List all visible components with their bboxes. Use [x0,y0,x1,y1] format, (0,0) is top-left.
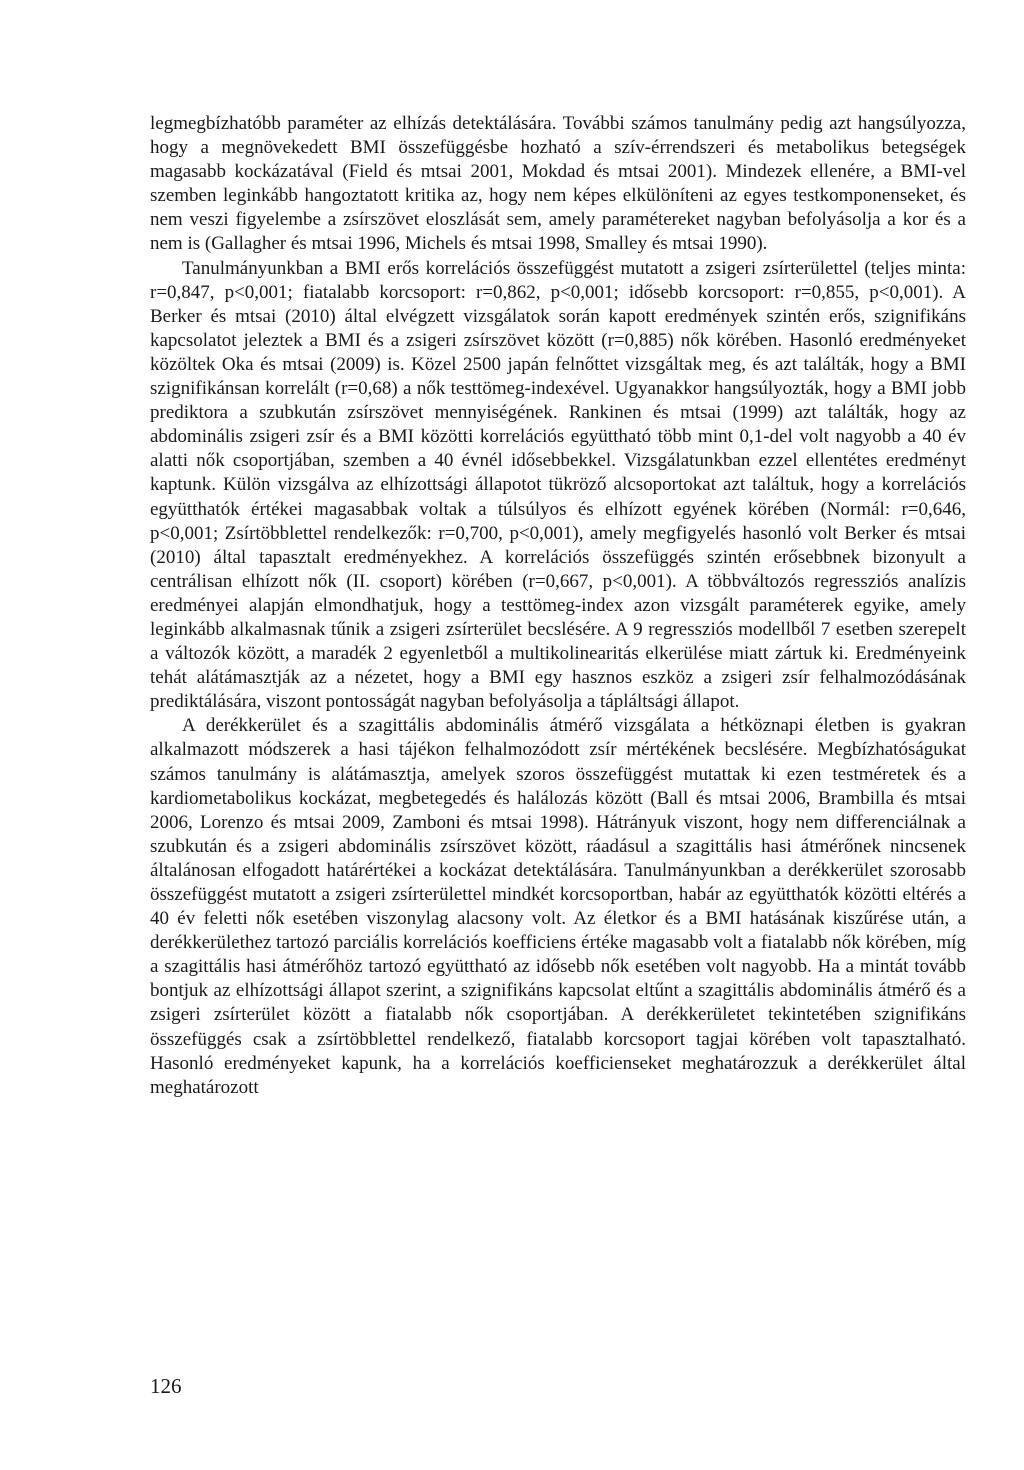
page-number: 126 [150,1374,182,1398]
document-body [150,112,966,1100]
paragraph-2: Tanulmányunkban a BMI erős korrelációs összefüggést mutatott a zsigeri zsírterülettel (teljes minta: r=0,847, p<0,001; fiatalabb korcsoport: r=0,862, p<0,001; idősebb korcsoport: r=0,855, p<0,001). A Berker és mtsai (2010) által elvégzett vizsgálatok során kapott eredmények szintén erős, szignifikáns kapcsolatot jeleztek a BMI és a zsigeri zsírszövet között (r=0,885) nők körében. Hasonló eredményeket közöltek Oka és mtsai (2009) is. Közel 2500 japán felnőttet vizsgáltak meg, és azt találták, hogy a BMI szignifikánsan korrelált (r=0,68) a nők testtömeg-indexével. Ugyanakkor hangsúlyozták, hogy a BMI jobb prediktora a szubkután zsírszövet mennyiségének. Rankinen és mtsai (1999) azt találták, hogy az abdominális zsigeri zsír és a BMI közötti korrelációs együttható több mint 0,1-del volt nagyobb a 40 év alatti nők csoportjában, szemben a 40 évnél idősebbekkel. Vizsgálatunkban ezzel ellentétes eredményt kaptunk. Külön vizsgálva az elhízottsági állapotot tükröző alcsoportokat azt találtuk, hogy a korrelációs együtthatók értékei magasabbak voltak a túlsúlyos és elhízott egyének körében (Normál: r=0,646, p<0,001; Zsírtöbblettel rendelkezők: r=0,700, p<0,001), amely megfigyelés hasonló volt Berker és mtsai (2010) által tapasztalt eredményekhez. A korrelációs összefüggés szintén erősebbnek bizonyult a centrálisan elhízott nők (II. csoport) körében (r=0,667, p<0,001). A többváltozós regressziós analízis eredményei alapján elmondhatjuk, hogy a testtömeg-index azon vizsgált paraméterek egyike, amely leginkább alkalmasnak tűnik a zsigeri zsírterület becslésére. A 9 regressziós modellből 7 esetben szerepelt a változók között, a maradék 2 egyenletből a multikolinearitás elkerülése miatt zártuk ki. Eredményeink tehát alátámasztják az a nézetet, hogy a BMI egy hasznos eszköz a zsigeri zsír felhalmozódásának prediktálására, viszont pontosságát nagyban befolyásolja a tápláltsági állapot. [150,257,966,713]
paragraph-1: legmegbízhatóbb paraméter az elhízás detektálására. További számos tanulmány pedig azt hangsúlyozza, hogy a megnövekedett BMI összefüggésbe hozható a szív-érrendszeri és metabolikus betegségek magasabb kockázatával (Field és mtsai 2001, Mokdad és mtsai 2001). Mindezek ellenére, a BMI-vel szemben leginkább hangoztatott kritika az, hogy nem képes elkülöníteni az egyes testkomponenseket, és nem veszi figyelembe a zsírszövet eloszlását sem, amely paramétereket nagyban befolyásolja a kor és a nem is (Gallagher és mtsai 1996, Michels és mtsai 1998, Smalley és mtsai 1990). [150,113,966,255]
paragraph-3: A derékkerület és a szagittális abdominális átmérő vizsgálata a hétköznapi életben is gyakran alkalmazott módszerek a hasi tájékon felhalmozódott zsír mértékének becslésére. Megbízhatóságukat számos tanulmány is alátámasztja, amelyek szoros összefüggést mutattak ki ezen testméretek és a kardiometabolikus kockázat, megbetegedés és halálozás között (Ball és mtsai 2006, Brambilla és mtsai 2006, Lorenzo és mtsai 2009, Zamboni és mtsai 1998). Hátrányuk viszont, hogy nem differenciálnak a szubkután és a zsigeri abdominális zsírszövet között, ráadásul a szagittális hasi átmérőnek nincsenek általánosan elfogadott határértékei a kockázat detektálására. Tanulmányunkban a derékkerület szorosabb összefüggést mutatott a zsigeri zsírterülettel mindkét korcsoportban, habár az együtthatók közötti eltérés a 40 év feletti nők esetében viszonylag alacsony volt. Az életkor és a BMI hatásának kiszűrése után, a derékkerülethez tartozó parciális korrelációs koefficiens értéke magasabb volt a fiatalabb nők körében, míg a szagittális hasi átmérőhöz tartozó együttható az idősebb nők esetében volt nagyobb. Ha a mintát tovább bontjuk az elhízottsági állapot szerint, a szignifikáns kapcsolat eltűnt a szagittális abdominális átmérő és a zsigeri zsírterület között a fiatalabb nők csoportjában. A derékkerületet tekintetében szignifikáns összefüggés csak a zsírtöbblettel rendelkező, fiatalabb korcsoport tagjai körében volt tapasztalható. Hasonló eredményeket kapunk, ha a korrelációs koefficienseket meghatározzuk a derékkerület által meghatározott [150,715,966,1098]
